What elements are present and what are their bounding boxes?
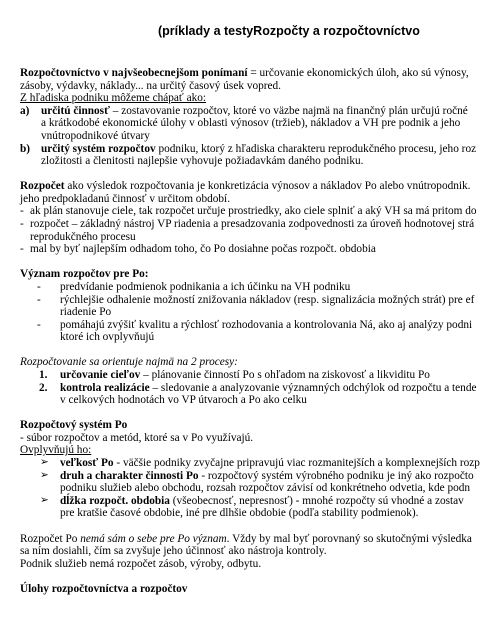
rozpocet-bullet-3: - mal by byť najlepším odhadom toho, čo Po dosiahne počas rozpočt. obdobia bbox=[20, 243, 376, 256]
document-body bbox=[20, 67, 493, 595]
intro-line-1 bbox=[20, 67, 493, 80]
factor-item-3-cont: pre kratšie časové obdobie, iné pre dlhšie obdobie (podľa stability podmienok). bbox=[60, 507, 419, 520]
list-item-a: a) určitú činnosť – zostavovanie rozpočtov, ktoré vo väzbe najmä na finančný plán určujú ročné bbox=[20, 104, 468, 117]
rozpocet-line-1: Rozpočet ako výsledok rozpočtovania je konkretizácia výnosov a nákladov Po alebo vnútropodnik. bbox=[20, 180, 471, 193]
rozpocet-term: Rozpočet bbox=[20, 180, 65, 193]
system-definition: - súbor rozpočtov a metód, ktoré sa v Po využívajú. bbox=[20, 431, 254, 444]
list-item-a-cont-1: a krátkodobé ekonomické úlohy v oblasti výnosov (tržieb), nákladov a VH pre podnik a jeho bbox=[41, 117, 461, 130]
closing-line-2: sa ním dosiahli, čím sa zvyšuje jeho účinnosť ako nástroja kontroly. bbox=[20, 545, 327, 558]
vyznam-heading: Význam rozpočtov pre Po: bbox=[20, 268, 149, 281]
arrow-bullet-icon: ➢ bbox=[40, 469, 49, 481]
rozpocet-bullet-2: - rozpočet – základný nástroj VP riadenia a presadzovania zodpovednosti za úroveň hodnotovej strá bbox=[20, 218, 475, 231]
factor-item-2-cont: podniku služieb alebo obchodu, rozsah rozpočtov závisí od konkrétneho odvetia, kde podn bbox=[60, 482, 471, 495]
dash-marker: - bbox=[20, 205, 24, 218]
next-section-heading: Úlohy rozpočtovníctva a rozpočtov bbox=[20, 582, 188, 595]
dash-marker: - bbox=[20, 218, 24, 231]
system-heading: Rozpočtový systém Po bbox=[20, 419, 128, 432]
rozpocet-line-2: jeho predpokladanú činnosť v určitom období. bbox=[20, 192, 231, 205]
process-item-1: 1. určovanie cieľov – plánovanie činností Po s ohľadom na ziskovosť a likviditu Po bbox=[39, 368, 430, 381]
vyznam-item-3-cont: ktoré ich ovplyvňujú bbox=[60, 331, 155, 344]
arrow-bullet-icon: ➢ bbox=[40, 494, 49, 506]
list-marker-a: a) bbox=[20, 104, 30, 117]
intro-definition: = určovanie ekonomických úloh, ako sú výnosy, bbox=[247, 67, 469, 79]
vyznam-item-2-cont: riadenie Po bbox=[60, 306, 112, 319]
process-number-1: 1. bbox=[39, 368, 48, 381]
document-title: (príklady a testyRozpočty a rozpočtovníctvo bbox=[158, 24, 420, 38]
dash-marker: - bbox=[37, 318, 41, 331]
factor-item-2: ➢ druh a charakter činnosti Po - rozpočtový systém výrobného podniku je iný ako rozpočto bbox=[40, 469, 474, 482]
list-marker-b: b) bbox=[20, 142, 31, 155]
dash-marker: - bbox=[37, 280, 41, 293]
closing-line-1: Rozpočet Po nemá sám o sebe pre Po význam. Vždy by mal byť porovnaný so skutočnými výsledka bbox=[20, 532, 472, 545]
list-item-a-cont-2: vnútropodnikové útvary bbox=[41, 129, 150, 142]
vyznam-item-2: - rýchlejšie odhalenie možností znižovania nákladov (resp. signalizácia možných strát) pre ef bbox=[37, 293, 475, 306]
vyznam-item-1: - predvídanie podmienok podnikania a ich účinku na VH podniku bbox=[37, 280, 351, 293]
process-number-2: 2. bbox=[39, 381, 48, 394]
intro-term: Rozpočtovníctvo v najvšeobecnejšom ponímaní bbox=[20, 67, 248, 79]
dash-marker: - bbox=[20, 243, 24, 256]
factor-item-3: ➢ dĺžka rozpočt. obdobia (všeobecnosť, nepresnosť) - mnohé rozpočty sú vhodné a zostav bbox=[40, 494, 464, 507]
arrow-bullet-icon: ➢ bbox=[40, 457, 49, 469]
vyznam-item-3: - pomáhajú zvýšiť kvalitu a rýchlosť rozhodovania a kontrolovania Ná, ako aj analýzy podni bbox=[37, 318, 473, 331]
rozpocet-bullet-2-cont: reprodukčného procesu bbox=[30, 230, 136, 243]
dash-marker: - bbox=[37, 293, 41, 306]
procesy-heading: Rozpočtovanie sa orientuje najmä na 2 procesy: bbox=[20, 356, 238, 369]
system-subheading: Ovplyvňujú ho: bbox=[20, 444, 92, 457]
process-item-2: 2. kontrola realizácie – sledovanie a analyzovanie významných odchýlok od rozpočtu a tende bbox=[39, 381, 477, 394]
intro-line-2: zásoby, výdavky, náklady... na určitý časový úsek vopred. bbox=[20, 79, 282, 92]
process-item-2-cont: v celkových hodnotách vo VP útvaroch a Po ako celku bbox=[60, 394, 307, 407]
factor-item-1: ➢ veľkosť Po - väčšie podniky zvyčajne pripravujú viac rozmanitejších a komplexnejších rozp bbox=[40, 457, 480, 470]
list-item-b: b) určitý systém rozpočtov podniku, ktorý z hľadiska charakteru reprodukčného procesu, jeho roz bbox=[20, 142, 477, 155]
list-item-b-cont: zložitosti a členitosti najlepšie vyhovuje požiadavkám daného podniku. bbox=[41, 155, 364, 168]
closing-line-3: Podnik služieb nemá rozpočet zásob, výroby, odbytu. bbox=[20, 557, 262, 570]
list-item-a-term: určitú činnosť bbox=[41, 104, 110, 117]
rozpocet-bullet-1: - ak plán stanovuje ciele, tak rozpočet určuje prostriedky, ako ciele splniť a aký VH sa má pritom do bbox=[20, 205, 477, 218]
intro-subheading: Z hľadiska podniku môžeme chápať ako: bbox=[20, 92, 207, 105]
list-item-b-term: určitý systém rozpočtov bbox=[41, 142, 156, 155]
